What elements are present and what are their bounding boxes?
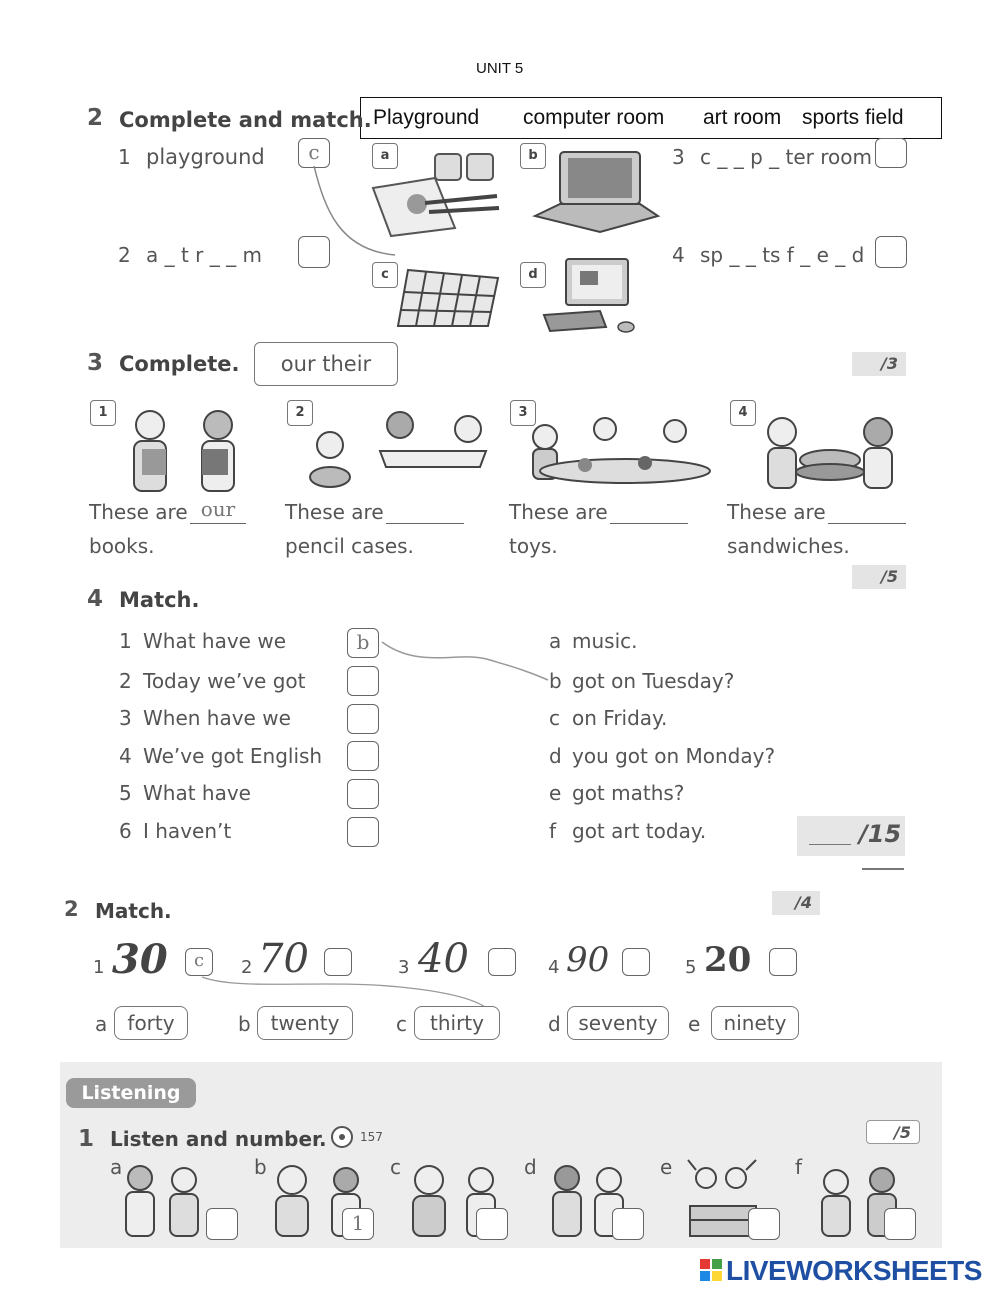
ex4-right-letter: a xyxy=(549,629,562,653)
word-bank xyxy=(360,97,942,139)
numbers-answer: c xyxy=(193,950,205,971)
word-bank-item: Playground xyxy=(373,106,480,129)
ex3-sentence: These are xyxy=(285,500,384,524)
listening-score: /5 xyxy=(866,1120,920,1144)
ex4-right-text: got on Tuesday? xyxy=(572,669,735,693)
ex2-item-word: c _ _ p _ ter room xyxy=(700,145,872,169)
ex4-answer-box[interactable] xyxy=(347,704,379,734)
ex2-number: 2 xyxy=(87,105,104,131)
track-number: 157 xyxy=(360,1130,383,1144)
ex2-answer-box[interactable] xyxy=(875,138,907,168)
listening-letter: a xyxy=(110,1155,123,1179)
listening-letter: d xyxy=(524,1155,537,1179)
listening-letter: b xyxy=(254,1155,267,1179)
children-with-books-illustration xyxy=(120,405,250,495)
cd-icon xyxy=(330,1125,354,1149)
listening-answer-box[interactable] xyxy=(206,1208,238,1240)
ex4-left-text: I haven’t xyxy=(143,819,232,843)
ex4-answer-box[interactable] xyxy=(347,666,379,696)
ex3-sentence: These are xyxy=(727,500,826,524)
ex4-answer: b xyxy=(356,630,370,654)
number-word: seventy xyxy=(567,1006,669,1040)
picture-label: d xyxy=(520,262,546,288)
word-letter: b xyxy=(238,1012,251,1036)
numbers-answer-box[interactable] xyxy=(769,948,797,976)
numbers-ex-score: /4 xyxy=(772,891,820,915)
picture-label: c xyxy=(372,262,398,288)
ex4-left-num: 6 xyxy=(119,819,132,843)
listening-answer-box[interactable] xyxy=(884,1208,916,1240)
listening-answer-box[interactable] xyxy=(476,1208,508,1240)
ex2-item-num: 3 xyxy=(672,145,685,169)
ex4-left-text: When have we xyxy=(143,706,291,730)
ex3-picture-label: 2 xyxy=(287,400,313,426)
ex2-item-num: 2 xyxy=(118,243,131,267)
number-figure: 20 xyxy=(704,940,752,980)
ex4-left-num: 3 xyxy=(119,706,132,730)
listening-number: 1 xyxy=(78,1126,95,1152)
numbers-answer-box[interactable] xyxy=(488,948,516,976)
number-figure: 40 xyxy=(418,936,469,982)
number-index: 2 xyxy=(241,957,253,978)
listening-title: Listen and number. xyxy=(110,1127,327,1151)
ex2-item-num: 4 xyxy=(672,243,685,267)
ex2-answer-box[interactable] xyxy=(875,236,907,268)
ex4-left-text: What have we xyxy=(143,629,286,653)
ex4-right-text: music. xyxy=(572,629,638,653)
ex2-match-line xyxy=(300,160,410,270)
ex4-title: Match. xyxy=(119,588,200,612)
ex4-left-num: 1 xyxy=(119,629,132,653)
ex3-blank[interactable] xyxy=(190,497,246,524)
ex2-item-num: 1 xyxy=(118,145,131,169)
ex3-word-box: our their xyxy=(254,342,398,386)
picture-label: b xyxy=(520,143,546,169)
number-index: 5 xyxy=(685,957,697,978)
listening-answer-box[interactable] xyxy=(748,1208,780,1240)
desktop-computer-illustration xyxy=(540,255,660,335)
listening-picture-a xyxy=(118,1160,208,1240)
numbers-match-line xyxy=(200,975,490,1010)
listening-tag: Listening xyxy=(66,1078,196,1108)
ex4-left-text: Today we’ve got xyxy=(143,669,306,693)
ex4-left-text: We’ve got English xyxy=(143,744,323,768)
ex4-answer-box[interactable] xyxy=(347,628,379,658)
ex4-right-letter: e xyxy=(549,781,562,805)
ex3-picture-label: 4 xyxy=(730,400,756,426)
children-with-sandwiches-illustration xyxy=(760,410,900,492)
ex4-answer-box[interactable] xyxy=(347,817,379,847)
picture-label: a xyxy=(372,143,398,169)
number-index: 1 xyxy=(93,957,105,978)
climbing-frame-illustration xyxy=(378,260,503,330)
ex4-right-text: you got on Monday? xyxy=(572,744,776,768)
word-bank-item: sports field xyxy=(802,106,904,129)
numbers-answer-box[interactable] xyxy=(622,948,650,976)
ex4-answer-box[interactable] xyxy=(347,741,379,771)
ex3-blank[interactable] xyxy=(828,497,906,524)
children-with-toys-illustration xyxy=(515,415,715,490)
listening-letter: e xyxy=(660,1155,673,1179)
word-letter: c xyxy=(396,1012,407,1036)
ex4-left-text: What have xyxy=(143,781,251,805)
ex3-sentence-end: toys. xyxy=(509,534,558,558)
word-bank-item: computer room xyxy=(523,106,665,129)
numbers-answer-box[interactable] xyxy=(324,948,352,976)
liveworksheets-logo-icon xyxy=(700,1259,724,1285)
ex4-answer-box[interactable] xyxy=(347,779,379,809)
ex3-answer: our xyxy=(200,497,236,521)
ex4-right-text: got maths? xyxy=(572,781,685,805)
ex3-sentence: These are xyxy=(509,500,608,524)
total-score-blank xyxy=(809,844,851,845)
children-at-table-illustration xyxy=(300,405,490,495)
ex3-sentence-end: pencil cases. xyxy=(285,534,414,558)
laptop-illustration xyxy=(530,148,660,238)
ex4-score: /5 xyxy=(852,565,906,589)
ex4-right-text: got art today. xyxy=(572,819,707,843)
listening-answer: 1 xyxy=(351,1211,365,1235)
ex4-right-letter: c xyxy=(549,706,560,730)
ex4-number: 4 xyxy=(87,586,104,612)
number-word: thirty xyxy=(414,1006,500,1040)
ex3-blank[interactable] xyxy=(610,497,688,524)
total-score-label: /15 xyxy=(859,820,902,848)
ex2-item-word: playground xyxy=(146,145,265,169)
brand-name: LIVEWORKSHEETS xyxy=(726,1255,982,1286)
word-letter: e xyxy=(688,1012,701,1036)
numbers-ex-number: 2 xyxy=(64,897,79,921)
number-figure: 70 xyxy=(258,936,309,982)
number-index: 4 xyxy=(548,957,560,978)
ex3-sentence-end: books. xyxy=(89,534,155,558)
number-word: twenty xyxy=(257,1006,353,1040)
word-bank-item: art room xyxy=(703,106,782,129)
listening-answer-box[interactable] xyxy=(342,1208,374,1240)
ex4-total-score xyxy=(797,816,905,856)
ex4-right-text: on Friday. xyxy=(572,706,668,730)
ex2-item-word: sp _ _ ts f _ e _ d xyxy=(700,243,865,267)
word-letter: a xyxy=(95,1012,108,1036)
number-word: ninety xyxy=(711,1006,799,1040)
ex4-right-letter: d xyxy=(549,744,562,768)
unit-title: UNIT 5 xyxy=(476,60,524,77)
ex3-sentence-end: sandwiches. xyxy=(727,534,850,558)
number-figure: 30 xyxy=(112,936,168,983)
listening-letter: c xyxy=(390,1155,401,1179)
numbers-answer-box[interactable] xyxy=(185,948,213,976)
ex4-left-num: 5 xyxy=(119,781,132,805)
numbers-ex-title: Match. xyxy=(95,899,172,923)
ex2-answer: c xyxy=(308,140,320,164)
ex4-right-letter: f xyxy=(549,819,557,843)
ex3-sentence: These are xyxy=(89,500,188,524)
ex3-score: /3 xyxy=(852,352,906,376)
number-word: forty xyxy=(114,1006,188,1040)
ex4-left-num: 2 xyxy=(119,669,132,693)
ex3-title: Complete. xyxy=(119,352,240,376)
ex2-title: Complete and match. xyxy=(119,108,372,132)
listening-answer-box[interactable] xyxy=(612,1208,644,1240)
ex3-number: 3 xyxy=(87,350,104,376)
ex3-blank[interactable] xyxy=(386,497,464,524)
divider xyxy=(862,868,904,870)
ex4-right-letter: b xyxy=(549,669,562,693)
ex3-picture-label: 3 xyxy=(510,400,536,426)
word-letter: d xyxy=(548,1012,561,1036)
ex2-item-word: a _ t r _ _ m xyxy=(146,243,262,267)
ex4-left-num: 4 xyxy=(119,744,132,768)
ex3-picture-label: 1 xyxy=(90,400,116,426)
number-index: 3 xyxy=(398,957,410,978)
ex4-match-line xyxy=(380,640,550,685)
listening-letter: f xyxy=(795,1155,803,1179)
number-figure: 90 xyxy=(566,940,610,980)
